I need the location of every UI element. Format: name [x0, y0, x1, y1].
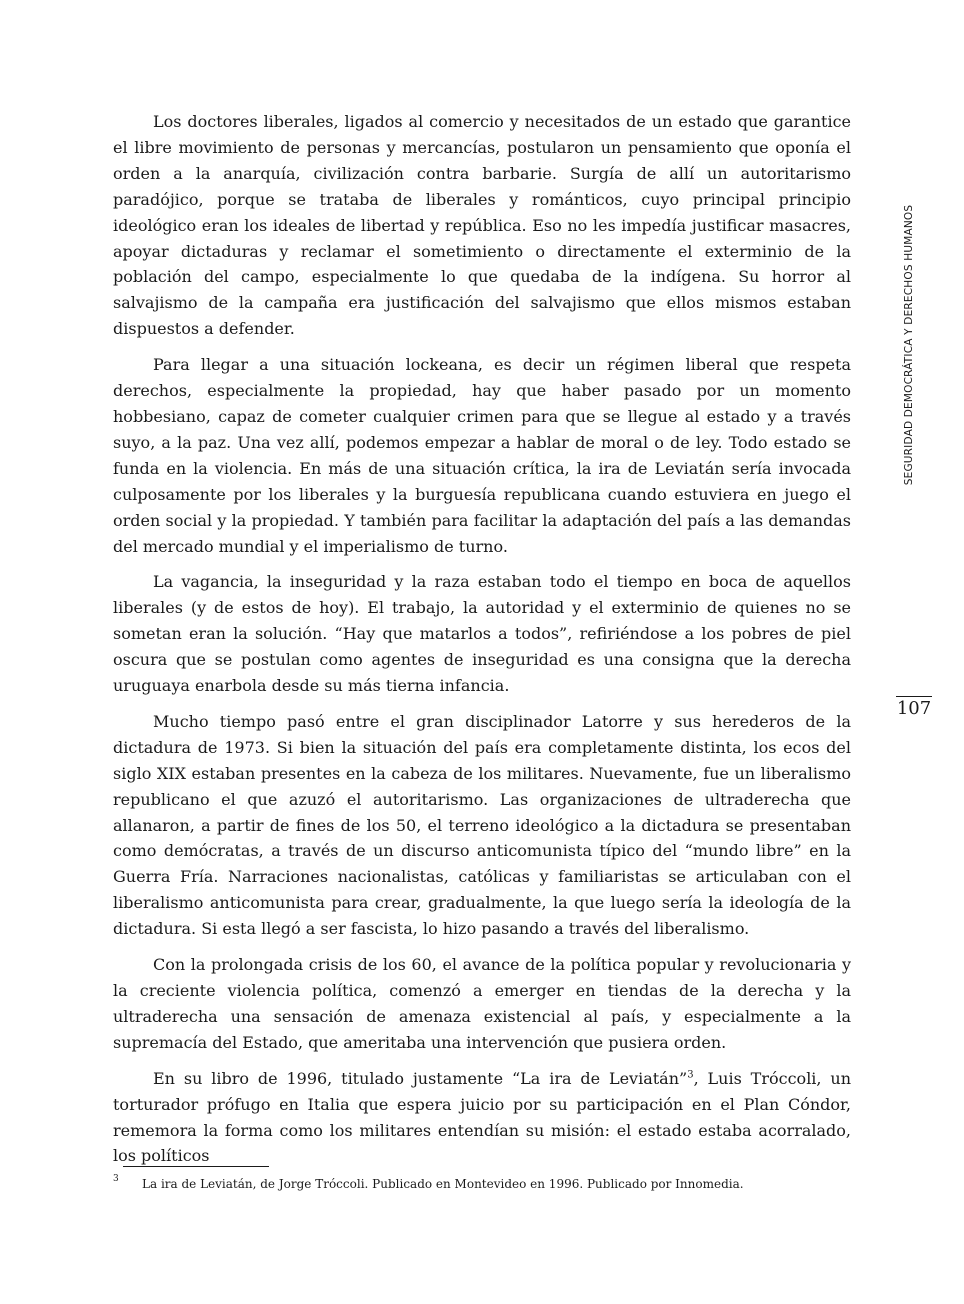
paragraph-3: La vagancia, la inseguridad y la raza estaban todo el tiempo en boca de aquellos liberales (y de estos de hoy). El trabajo, la autoridad y el exterminio de quienes no se sometan eran la solución. “Hay que matarlos a todos”, refiriéndose a los pobres de piel oscura que se postulan como agentes de inseguridad es una consigna que la derecha uruguaya enarbola desde su más tierna infancia.: [113, 572, 851, 696]
paragraph-5: Con la prolongada crisis de los 60, el avance de la política popular y revolucionaria y la creciente violencia política, comenzó a emerger en tiendas de la derecha y la ultraderecha una sensación de amenaza existencial al país, y especialmente a la supremacía del Estado, que ameritaba una intervención que pusiera orden.: [113, 955, 851, 1052]
paragraph-1: Los doctores liberales, ligados al comercio y necesitados de un estado que garantice el libre movimiento de personas y mercancías, postularon un pensamiento que oponía el orden a la anarquía, civilización contra barbarie. Surgía de allí un autoritarismo paradójico, porque se trataba de liberales y románticos, cuyo principal principio ideológico eran los ideales de libertad y república. Eso no les impedía justificar masacres, apoyar dictaduras y reclamar el sometimiento o directamente el exterminio de la población del campo, especialmente lo que quedaba de la indígena. Su horror al salvajismo de la campaña era justificación del salvajismo que ellos mismos estaban dispuestos a defender.: [113, 112, 851, 339]
footnote-text: La ira de Leviatán, de Jorge Tróccoli. Publicado en Montevideo en 1996. Publicado por Innomedia.: [142, 1177, 744, 1191]
page-number-rule: [896, 696, 932, 697]
footnote-number: 3: [113, 1174, 119, 1184]
body-text: [113, 109, 851, 1179]
paragraph-6-text-end: , Luis Tróccoli, un torturador prófugo en Italia que espera juicio por su participación en el Plan Cóndor, rememora la forma como los militares entendían su misión: el estado estaba acorralado, los políticos: [113, 1068, 851, 1166]
paragraph-2: Para llegar a una situación lockeana, es decir un régimen liberal que respeta derechos, especialmente la propiedad, hay que haber pasado por un momento hobbesiano, capaz de cometer cualquier crimen para que se llegue al estado y a través suyo, a la paz. Una vez allí, podemos empezar a hablar de moral o de ley. Todo estado se funda en la violencia. En más de una situación crítica, la ira de Leviatán sería invocada culposamente por los liberales y la burguesía republicana cuando estuviera en juego el orden social y la propiedad. Y también para facilitar la adaptación del país a las demandas del mercado mundial y el imperialismo de turno.: [113, 355, 851, 556]
paragraph-4: Mucho tiempo pasó entre el gran disciplinador Latorre y sus herederos de la dictadura de 1973. Si bien la situación del país era completamente distinta, los ecos del siglo XIX estaban presentes en la cabeza de los militares. Nuevamente, fue un liberalismo republicano el que azuzó el autoritarismo. Las organizaciones de ultraderecha que allanaron, a partir de fines de los 50, el terreno ideológico a la dictadura se presentaban como demócratas, a través de un discurso anticomunista típico del “mundo libre” en la Guerra Fría. Narraciones nacionalistas, católicas y familiaristas se articulaban con el liberalismo anticomunista para crear, gradualmente, la que luego sería la ideología de la dictadura. Si esta llegó a ser fascista, lo hizo pasando a través del liberalismo.: [113, 711, 851, 939]
footnote-separator: [123, 1166, 269, 1167]
page-number: 107: [896, 698, 932, 719]
running-head: SEGURIDAD DEMOCRÁTICA Y DERECHOS HUMANOS: [903, 204, 915, 486]
footnote-reference[interactable]: 3: [687, 1069, 694, 1081]
paragraph-6-text-start: En su libro de 1996, titulado justamente “La ira de Leviatán”: [153, 1068, 688, 1088]
paragraph-6: [113, 1066, 851, 1170]
